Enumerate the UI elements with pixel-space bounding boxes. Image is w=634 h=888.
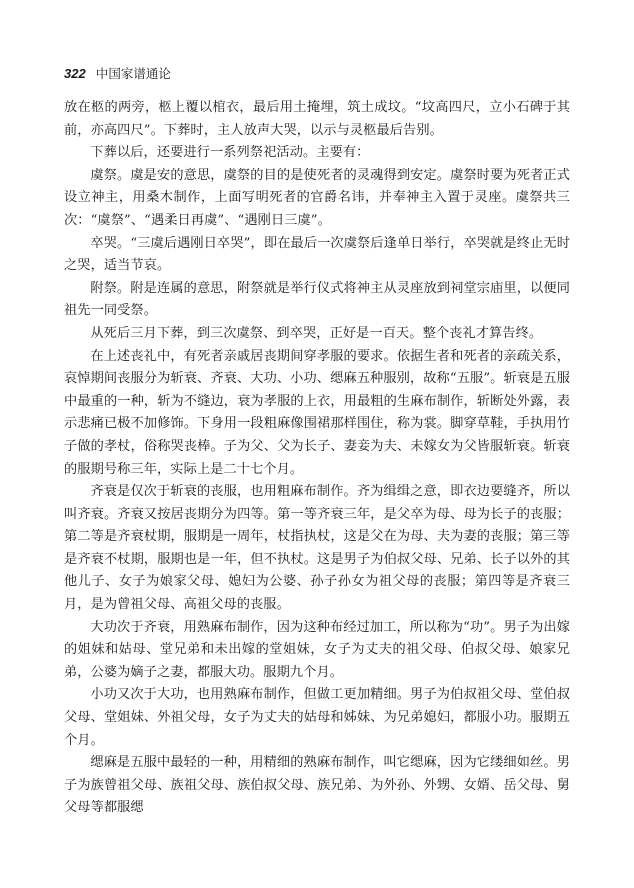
paragraph: 缌麻是五服中最轻的一种，用精细的熟麻布制作，叫它缌麻，因为它缕细如丝。男子为族曾祖父母、族祖父母、族伯叔父母、族兄弟、为外孙、外甥、女婿、岳父母、舅父母等都服缌 <box>64 755 570 816</box>
paragraph: 从死后三月下葬，到三次虞祭、到卒哭，正好是一百天。整个丧礼才算告终。 <box>90 325 543 341</box>
paragraph: 卒哭。“三虞后遇刚日卒哭”，即在最后一次虞祭后逢单日举行，卒哭就是终止无时之哭，适当节哀。 <box>64 235 570 274</box>
body-text <box>64 97 570 820</box>
page-header <box>64 66 171 83</box>
paragraph: 大功次于齐衰，用熟麻布制作，因为这种布经过加工，所以称为“功”。男子为出嫁的姐妹和姑母、堂兄弟和未出嫁的堂姐妹，女子为丈夫的祖父母、伯叔父母、娘家兄弟，公婆为嫡子之妻，都服大功。服期九个月。 <box>64 619 570 680</box>
paragraph: 在上述丧礼中，有死者亲戚居丧期间穿孝服的要求。依据生者和死者的亲疏关系，哀悼期间丧服分为斩衰、齐衰、大功、小功、缌麻五种服别，故称“五服”。斩衰是五服中最重的一种，斩为不缝边，衰为孝服的上衣，用最粗的生麻布制作，斩断处外露，表示悲痛已极不加修饰。下身用一段粗麻像围裙那样围住，称为裳。脚穿草鞋，手执用竹子做的孝杖，俗称哭丧棒。子为父、父为长子、妻妾为夫、未嫁女为父皆服斩衰。斩衰的服期号称三年，实际上是二十七个月。 <box>64 348 570 477</box>
paragraph: 小功又次于大功，也用熟麻布制作，但做工更加精细。男子为伯叔祖父母、堂伯叔父母、堂姐妹、外祖父母，女子为丈夫的姑母和姊妹、为兄弟媳妇，都服小功。服期五个月。 <box>64 687 570 748</box>
paragraph: 齐衰是仅次于斩衰的丧服，也用粗麻布制作。齐为缉缉之意，即衣边要缝齐，所以叫齐衰。齐衰又按居丧期分为四等。第一等齐衰三年，是父卒为母、母为长子的丧服；第二等是齐衰杖期，服期是一周年，杖指执杖，这是父在为母、夫为妻的丧服；第三等是齐衰不杖期，服期也是一年，但不执杖。这是男子为伯叔父母、兄弟、长子以外的其他儿子、女子为娘家父母、媳妇为公婆、孙子孙女为祖父母的丧服；第四等是齐衰三月，是为曾祖父母、高祖父母的丧服。 <box>64 484 570 613</box>
paragraph: 虞祭。虞是安的意思，虞祭的目的是使死者的灵魂得到安定。虞祭时要为死者正式设立神主，用桑木制作，上面写明死者的官爵名讳，并奉神主入置于灵座。虞祭共三次：“虞祭”、“遇柔日再虞”、“遇刚日三虞”。 <box>64 167 570 228</box>
page-number: 322 <box>64 66 86 81</box>
book-title: 中国家谱通论 <box>95 66 171 81</box>
paragraph: 下葬以后，还要进行一系列祭祀活动。主要有： <box>90 145 370 161</box>
paragraph: 附祭。附是连属的意思，附祭就是举行仪式将神主从灵座放到祠堂宗庙里，以便同祖先一同受祭。 <box>64 280 570 319</box>
paragraph: 放在柩的两旁，柩上覆以棺衣，最后用土掩埋，筑土成坟。“坟高四尺，立小石碑于其前，亦高四尺”。下葬时，主人放声大哭，以示与灵柩最后告别。 <box>64 100 570 138</box>
